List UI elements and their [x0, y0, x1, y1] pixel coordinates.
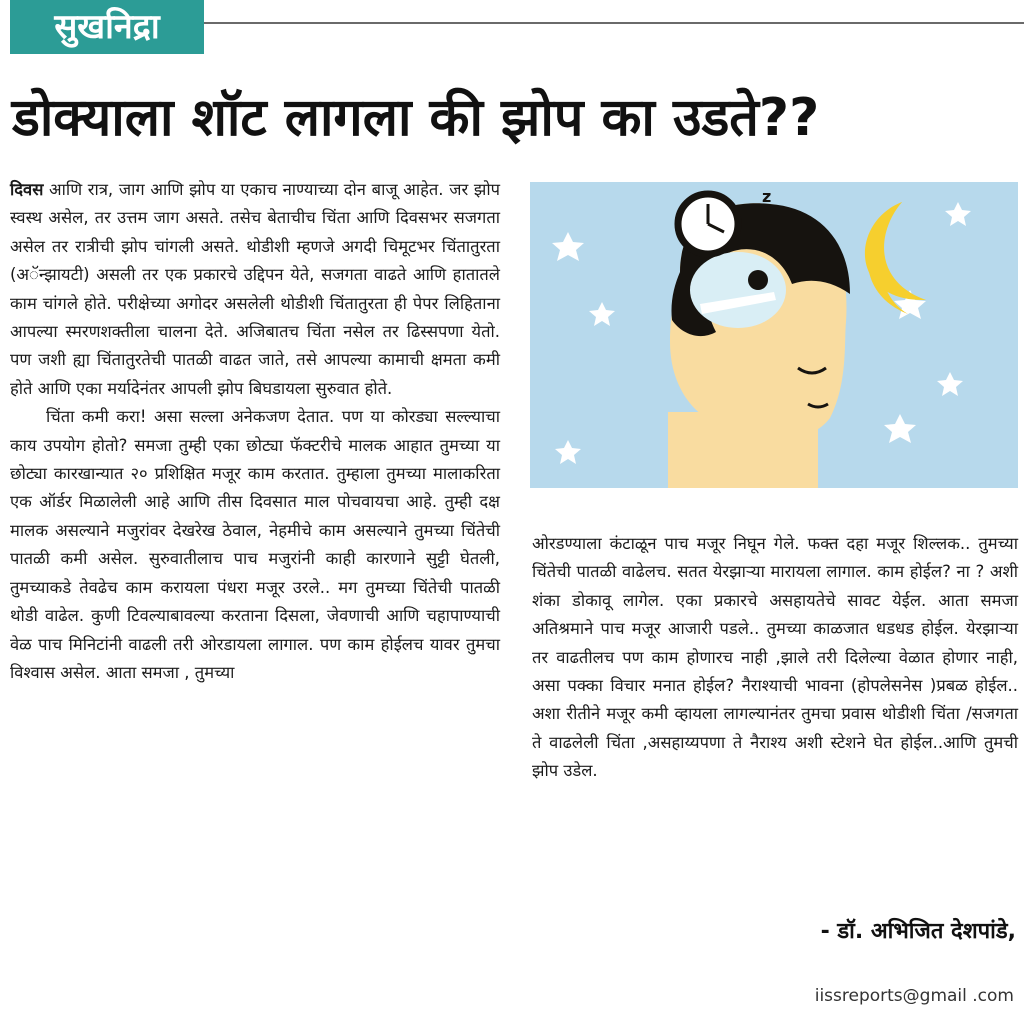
article-column-left [10, 176, 500, 687]
section-tag: सुखनिद्रा [10, 0, 204, 54]
zzz-icon: z [762, 187, 772, 206]
article-headline: डोक्याला शॉट लागला की झोप का उडते?? [12, 88, 820, 148]
article-column-right [532, 530, 1018, 786]
dream-bubble [690, 252, 786, 328]
sleep-illustration [530, 182, 1018, 488]
contact-email[interactable]: iissreports@gmail .com [814, 986, 1014, 1006]
lead-word: दिवस [10, 180, 44, 199]
paragraph-1-body: आणि रात्र, जाग आणि झोप या एकाच नाण्याच्या दोन बाजू आहेत. जर झोप स्वस्थ असेल, तर उत्तम जाग असते. तसेच बेताचीच चिंता आणि दिवसभर सजगता असेल तर रात्रीची झोप चांगली असते. थोडीशी म्हणजे अगदी चिमूटभर चिंतातुरता (अॅन्झायटी) असली तर एक प्रकारचे उद्दिपन येते, सजगता वाढते आणि हातातले काम चांगले होते. परीक्षेच्या अगोदर असलेली थोडीशी चिंतातुरता ही पेपर लिहिताना आपल्या स्मरणशक्तीला चालना देते. अजिबातच चिंता नसेल तर ढिस्सपणा येतो. पण जशी ह्या चिंतातुरतेची पातळी वाढत जाते, तसे आपल्या कामाची क्षमता कमी होते आणि एका मर्यादेनंतर आपली झोप बिघडायला सुरुवात होते. [10, 180, 500, 398]
author-byline: - डॉ. अभिजित देशपांडे, [820, 919, 1016, 944]
paragraph-1 [10, 176, 500, 403]
section-rule [204, 22, 1024, 24]
paragraph-3: ओरडण्याला कंटाळून पाच मजूर निघून गेले. फक्त दहा मजूर शिल्लक.. तुमच्या चिंतेची पातळी वाढेलच. सतत येरझाऱ्या मारायला लागाल. काम होईल? ना ? अशी शंका डोकावू लागेल. एका प्रकारचे असहायतेचे सावट येईल. आता समजा अतिश्रमाने पाच मजूर आजारी पडले.. तुमच्या काळजात धडधड होईल. येरझाऱ्या तर वाढतीलच पण काम होणारच नाही ,झाले तरी दिलेल्या वेळात होणार नाही, असा पक्का विचार मनात होईल? नैराश्याची भावना (होपलेसनेस )प्रबळ होईल.. अशा रीतीने मजूर कमी व्हायला लागल्यानंतर तुमचा प्रवास थोडीशी चिंता /सजगता ते वाढलेली चिंता ,असहाय्यपणा ते नैराश्य अशी स्टेशने घेत होईल..आणि तुमची झोप उडेल. [532, 534, 1018, 781]
paragraph-2: चिंता कमी करा! असा सल्ला अनेकजण देतात. पण या कोरड्या सल्ल्याचा काय उपयोग होतो? समजा तुम्ही एका छोट्या फॅक्टरीचे मालक आहात तुमच्या या छोट्या कारखान्यात २० प्रशिक्षित मजूर काम करतात. तुम्हाला तुमच्या मालाकरिता एक ऑर्डर मिळालेली आहे आणि तीस दिवसात माल पोचवायचा आहे. तुम्ही दक्ष मालक असल्याने मजुरांवर देखरेख ठेवाल, नेहमीचे काम असल्याने तुमच्या चिंतेची पातळी कमी असेल. सुरुवातीलाच पाच मजुरांनी काही कारणाने सुट्टी घेतली, तुमच्याकडे तेवढेच काम करायला पंधरा मजूर उरले.. मग तुमच्या चिंतेची पातळी थोडी वाढेल. कुणी टिवल्याबावल्या करताना दिसला, जेवणाची आणि चहापाण्याची वेळ पाच मिनिटांनी वाढली तरी ओरडायला लागाल. पण काम होईलच यावर तुमचा विश्वास असेल. आता समजा , तुमच्या [10, 407, 500, 682]
